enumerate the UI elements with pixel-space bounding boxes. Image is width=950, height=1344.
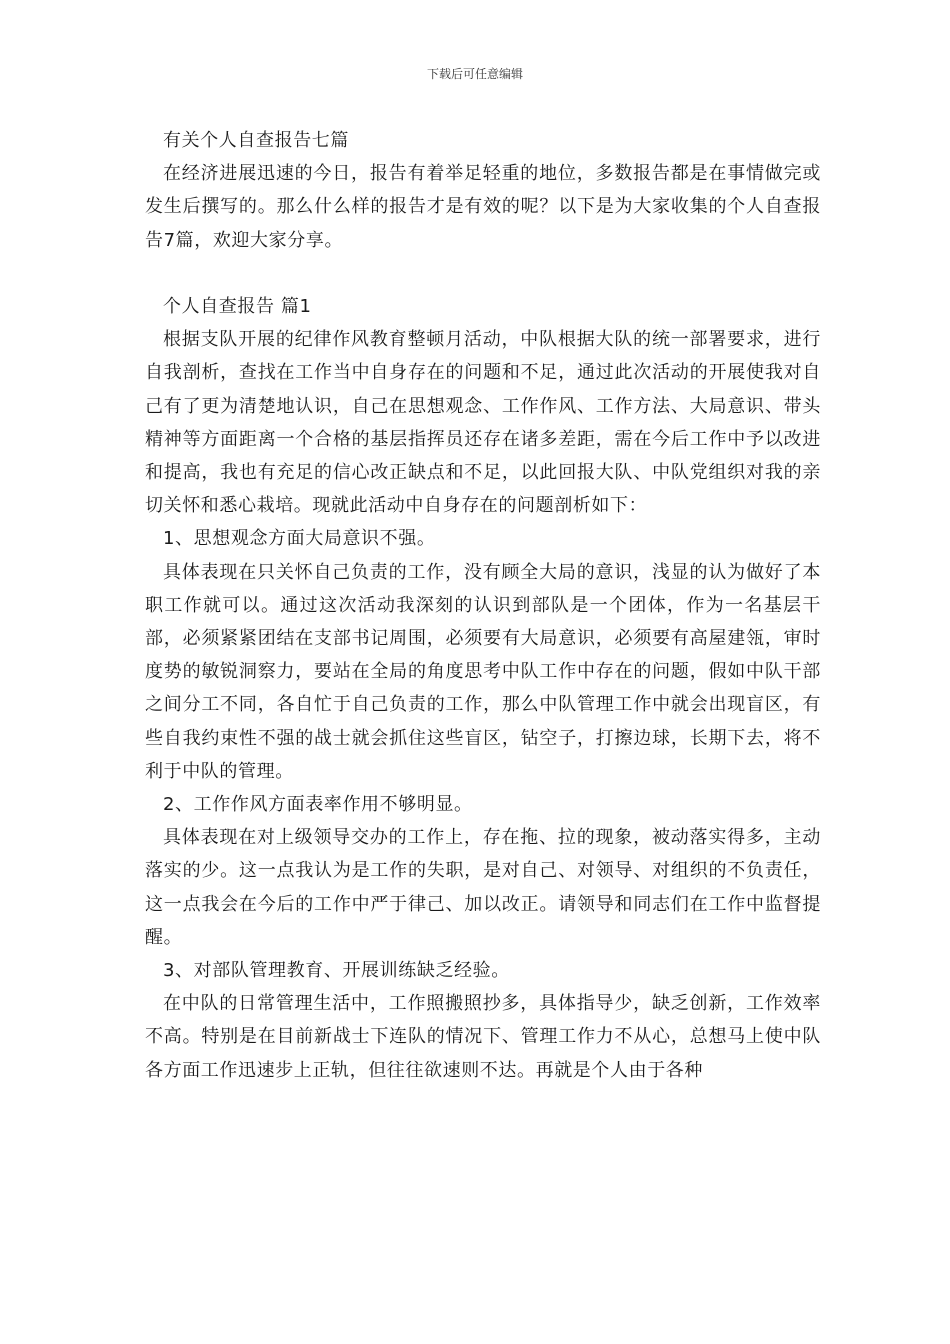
header-note: 下载后可任意编辑 [426, 67, 523, 81]
body-paragraph: 在中队的日常管理生活中，工作照搬照抄多，具体指导少，缺乏创新，工作效率不高。特别是在目前新战士下连队的情况下、管理工作力不从心，总想马上使中队各方面工作迅速步上正轨，但往往欲速则不达。再就是个人由于各种 [145, 993, 821, 1081]
section-title: 个人自查报告 篇1 [163, 296, 312, 317]
body-paragraph: 根据支队开展的纪律作风教育整顿月活动，中队根据大队的统一部署要求，进行自我剖析，查找在工作当中自身存在的问题和不足，通过此次活动的开展使我对自己有了更为清楚地认识，自己在思想观念、工作作风、工作方法、大局意识、带头精神等方面距离一个合格的基层指挥员还存在诸多差距，需在今后工作中予以改进和提高，我也有充足的信心改正缺点和不足，以此回报大队、中队党组织对我的亲切关怀和悉心栽培。现就此活动中自身存在的问题剖析如下： [145, 329, 821, 517]
subheading-1: 1、思想观念方面大局意识不强。 [163, 528, 436, 550]
blank-line [145, 257, 821, 290]
body-paragraph: 具体表现在对上级领导交办的工作上，存在拖、拉的现象，被动落实得多，主动落实的少。这一点我认为是工作的失职，是对自己、对领导、对组织的不负责任，这一点我会在今后的工作中严于律己、加以改正。请领导和同志们在工作中监督提醒。 [145, 827, 821, 948]
intro-paragraph: 在经济进展迅速的今日，报告有着举足轻重的地位，多数报告都是在事情做完或发生后撰写的。那么什么样的报告才是有效的呢？以下是为大家收集的个人自查报告7篇，欢迎大家分享。 [145, 163, 821, 251]
document-body [145, 124, 821, 1087]
body-paragraph: 具体表现在只关怀自己负责的工作，没有顾全大局的意识，浅显的认为做好了本职工作就可以。通过这次活动我深刻的认识到部队是一个团体，作为一名基层干部，必须紧紧团结在支部书记周围，必须要有大局意识，必须要有高屋建瓴，审时度势的敏锐洞察力，要站在全局的角度思考中队工作中存在的问题，假如中队干部之间分工不同，各自忙于自己负责的工作，那么中队管理工作中就会出现盲区，有些自我约束性不强的战士就会抓住这些盲区，钻空子，打擦边球，长期下去，将不利于中队的管理。 [145, 561, 821, 782]
document-title: 有关个人自查报告七篇 [163, 130, 349, 151]
subheading-3: 3、对部队管理教育、开展训练缺乏经验。 [163, 960, 510, 982]
subheading-2: 2、工作作风方面表率作用不够明显。 [163, 794, 473, 816]
